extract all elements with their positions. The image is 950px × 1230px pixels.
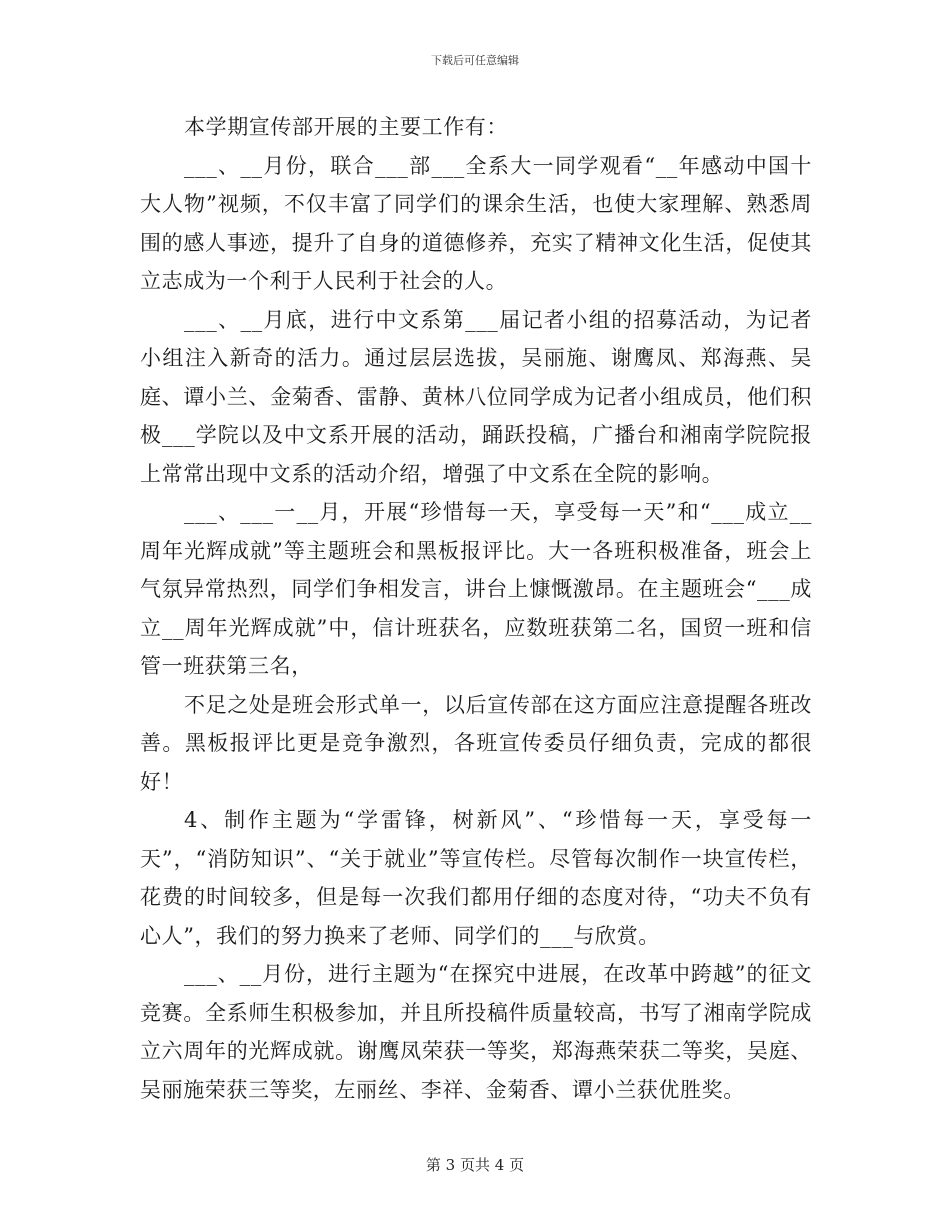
paragraph-item: ___、__月份，进行主题为“在探究中进展，在改革中跨越”的征文竞赛。全系师生积极参加，并且所投稿件质量较高，书写了湘南学院成立六周年的光辉成就。谢鹰凤荣获一等奖，郑海燕荣获二等奖，吴庭、吴丽施荣获三等奖，左丽丝、李祥、金菊香、谭小兰获优胜奖。 [140, 962, 812, 1102]
paragraph-item: ___、___一__月，开展“珍惜每一天，享受每一天”和“___成立__周年光辉成就”等主题班会和黑板报评比。大一各班积极准备，班会上气氛异常热烈，同学们争相发言，讲台上慷慨激昂。在主题班会“___成立__周年光辉成就”中，信计班获名，应数班获第二名，国贸一班和信管一班获第三名， [140, 500, 812, 678]
paragraph-item: 不足之处是班会形式单一，以后宣传部在这方面应注意提醒各班改善。黑板报评比更是竞争激烈，各班宣传委员仔细负责，完成的都很好！ [140, 692, 812, 794]
page-header: 下载后可任意编辑 [431, 54, 519, 67]
paragraph-intro: 本学期宣传部开展的主要工作有： [184, 115, 508, 139]
document-body [140, 108, 812, 1109]
paragraph-item: ___、__月底，进行中文系第___届记者小组的招募活动，为记者小组注入新奇的活力。通过层层选拔，吴丽施、谢鹰凤、郑海燕、吴庭、谭小兰、金菊香、雷静、黄林八位同学成为记者小组成员，他们积极___学院以及中文系开展的活动，踊跃投稿，广播台和湘南学院院报上常常出现中文系的活动介绍，增强了中文系在全院的影响。 [140, 307, 812, 486]
page-number: 第 3 页共 4 页 [425, 1156, 525, 1174]
paragraph-item: 4、制作主题为“学雷锋，树新风”、“珍惜每一天，享受每一天”，“消防知识”、“关于就业”等宣传栏。尽管每次制作一块宣传栏，花费的时间较多，但是每一次我们都用仔细的态度对待，“功夫不负有心人”，我们的努力换来了老师、同学们的___与欣赏。 [140, 808, 812, 948]
paragraph-item: ___、__月份，联合___部___全系大一同学观看“__年感动中国十大人物”视频，不仅丰富了同学们的课余生活，也使大家理解、熟悉周围的感人事迹，提升了自身的道德修养，充实了精神文化生活，促使其立志成为一个利于人民利于社会的人。 [140, 153, 812, 293]
